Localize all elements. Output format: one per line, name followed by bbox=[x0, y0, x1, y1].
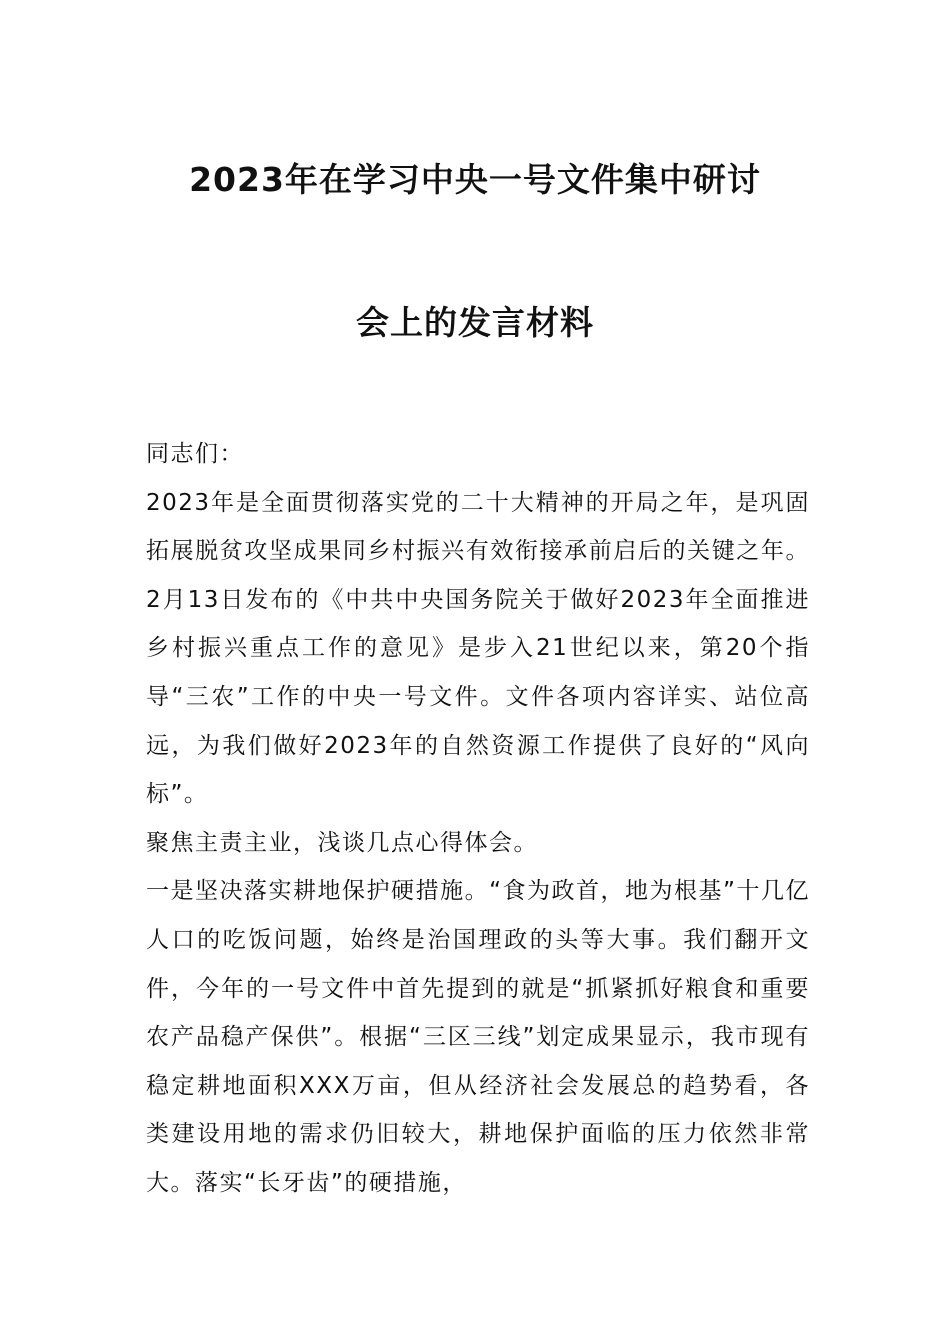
document-body bbox=[146, 430, 810, 1208]
paragraph-intro: 2023年是全面贯彻落实党的二十大精神的开局之年，是巩固拓展脱贫攻坚成果同乡村振兴有效衔接承前启后的关键之年。2月13日发布的《中共中央国务院关于做好2023年全面推进乡村振兴重点工作的意见》是步入21世纪以来，第20个指导“三农”工作的中央一号文件。文件各项内容详实、站位高远，为我们做好2023年的自然资源工作提供了良好的“风向标”。 bbox=[146, 489, 810, 808]
paragraph-focus: 聚焦主责主业，浅谈几点心得体会。 bbox=[146, 829, 538, 856]
paragraph-point-one: 一是坚决落实耕地保护硬措施。“食为政首，地为根基”十几亿人口的吃饭问题，始终是治国理政的头等大事。我们翻开文件，今年的一号文件中首先提到的就是“抓紧抓好粮食和重要农产品稳产保供”。根据“三区三线”划定成果显示，我市现有稳定耕地面积XXX万亩，但从经济社会发展总的趋势看，各类建设用地的需求仍旧较大，耕地保护面临的压力依然非常大。落实“长牙齿”的硬措施， bbox=[146, 878, 810, 1196]
document-title-line-2: 会上的发言材料 bbox=[356, 303, 594, 342]
salutation: 同志们： bbox=[146, 441, 244, 467]
document-title-line-1: 2023年在学习中央一号文件集中研讨 bbox=[189, 160, 761, 199]
